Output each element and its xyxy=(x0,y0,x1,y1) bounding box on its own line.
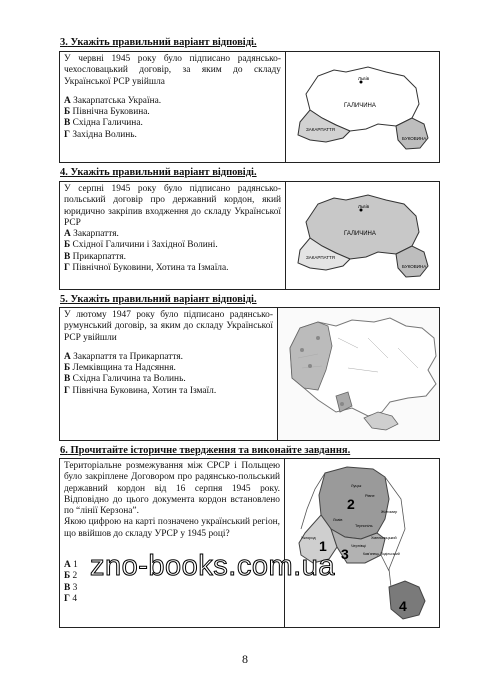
question-instruction: Укажіть правильний варіант відповіді. xyxy=(70,37,257,48)
map-number-2: 2 xyxy=(347,496,355,512)
map-number-3: 3 xyxy=(341,546,349,562)
map-number-1: 1 xyxy=(319,538,327,554)
question-instruction: Прочитайте історичне твердження та виконайте завдання. xyxy=(70,445,351,456)
question-stem: Територіальне розмежування між СРСР і Польщею було закріплене Договором про радянсько-польський державний кордон від 16 серпня 1945 року. Відповідно до цього документа кордон встановлено по “лінії Керзона”. Якою цифрою на карті позначено український регіон, що ввійшов до складу УРСР у 1945 році? xyxy=(64,461,280,539)
option-h: Г Північна Буковина, Хотин та Ізмаїл. xyxy=(64,385,217,396)
option-a: А 1 xyxy=(64,559,78,570)
question-6-heading xyxy=(60,445,350,456)
ukraine-map xyxy=(278,308,439,440)
numbered-regions-map xyxy=(285,459,439,627)
map-city-uzhhorod: Ужгород xyxy=(301,536,316,540)
question-6-text xyxy=(60,459,285,627)
map-city-lutsk: Луцьк xyxy=(351,484,362,488)
region-4 xyxy=(389,581,425,619)
map-city-zhytomyr: Житомир xyxy=(381,510,398,514)
map-label-zakarpattia: ЗАКАРПАТТЯ xyxy=(306,127,335,132)
option-v: В Східна Галичина та Волинь. xyxy=(64,374,186,385)
map-city-ternopil: Тернопіль xyxy=(355,524,373,528)
question-4-text xyxy=(60,182,286,289)
question-5-heading xyxy=(60,294,257,305)
question-instruction: Укажіть правильний варіант відповіді. xyxy=(70,167,257,178)
map-city-lviv: Львів xyxy=(333,518,343,522)
question-5-text xyxy=(60,308,278,440)
option-a: А Закарпаття та Прикарпаття. xyxy=(64,351,184,362)
option-v: В Східна Галичина. xyxy=(64,118,143,129)
page-number: 8 xyxy=(242,652,248,666)
question-instruction: Укажіть правильний варіант відповіді. xyxy=(70,294,257,305)
map-label-bukovyna: БУКОВИНА xyxy=(402,136,427,141)
question-3-text xyxy=(60,52,286,162)
map-label-bukovyna: БУКОВИНА xyxy=(402,264,427,269)
option-a: А Закарпаття. xyxy=(64,229,119,240)
map-label-lviv: Львів xyxy=(358,204,370,209)
question-3-heading xyxy=(60,37,257,48)
western-ukraine-map xyxy=(286,182,439,289)
option-h: Г 4 xyxy=(64,593,77,604)
question-number: 5. xyxy=(60,294,68,305)
option-h: Г Північної Буковини, Хотина та Ізмаїла. xyxy=(64,262,229,273)
option-b: Б Лемківщина та Надсяння. xyxy=(64,363,176,374)
question-number: 4. xyxy=(60,167,68,178)
option-h: Г Західна Волинь. xyxy=(64,129,137,140)
option-a: А Закарпатська Україна. xyxy=(64,95,162,106)
map-city-khmelnytskyi: Хмельницький xyxy=(371,536,397,540)
option-b: Б 2 xyxy=(64,571,78,582)
question-stem: У серпні 1945 року було підписано радянсько-польський договір про державний кордон, який юридично закріпив входження до складу Української РСР xyxy=(64,184,281,228)
western-ukraine-map xyxy=(286,52,439,162)
question-number: 3. xyxy=(60,37,68,48)
option-v: В Прикарпаття. xyxy=(64,251,127,262)
question-stem: У лютому 1947 року було підписано радянсько-румунський договір, за яким до складу Української РСР увійшли xyxy=(64,310,273,343)
map-label-zakarpattia: ЗАКАРПАТТЯ xyxy=(306,255,335,260)
question-stem: У червні 1945 року було підписано радянсько-чехословацький договір, за яким до складу Української РСР увійшла xyxy=(64,54,281,87)
option-v: В 3 xyxy=(64,582,78,593)
map-label-halychyna: ГАЛИЧИНА xyxy=(344,103,376,109)
question-4-heading xyxy=(60,167,257,178)
question-number: 6. xyxy=(60,445,68,456)
question-6-box xyxy=(59,458,440,628)
map-city-kamianets: Кам'янець-Подільський xyxy=(363,552,400,556)
watermark: zno-books.com.ua xyxy=(90,550,335,582)
question-3-box xyxy=(59,51,440,163)
map-label-halychyna: ГАЛИЧИНА xyxy=(344,231,376,237)
map-city-rivne: Рівне xyxy=(365,494,375,498)
map-number-4: 4 xyxy=(399,598,407,614)
option-b: Б Східної Галичини і Західної Волині. xyxy=(64,240,218,251)
map-city-chernivtsi: Чернівці xyxy=(351,544,366,548)
map-label-lviv: Львів xyxy=(358,76,370,81)
question-4-box xyxy=(59,181,440,290)
question-5-box xyxy=(59,307,440,441)
option-b: Б Північна Буковина. xyxy=(64,107,150,118)
